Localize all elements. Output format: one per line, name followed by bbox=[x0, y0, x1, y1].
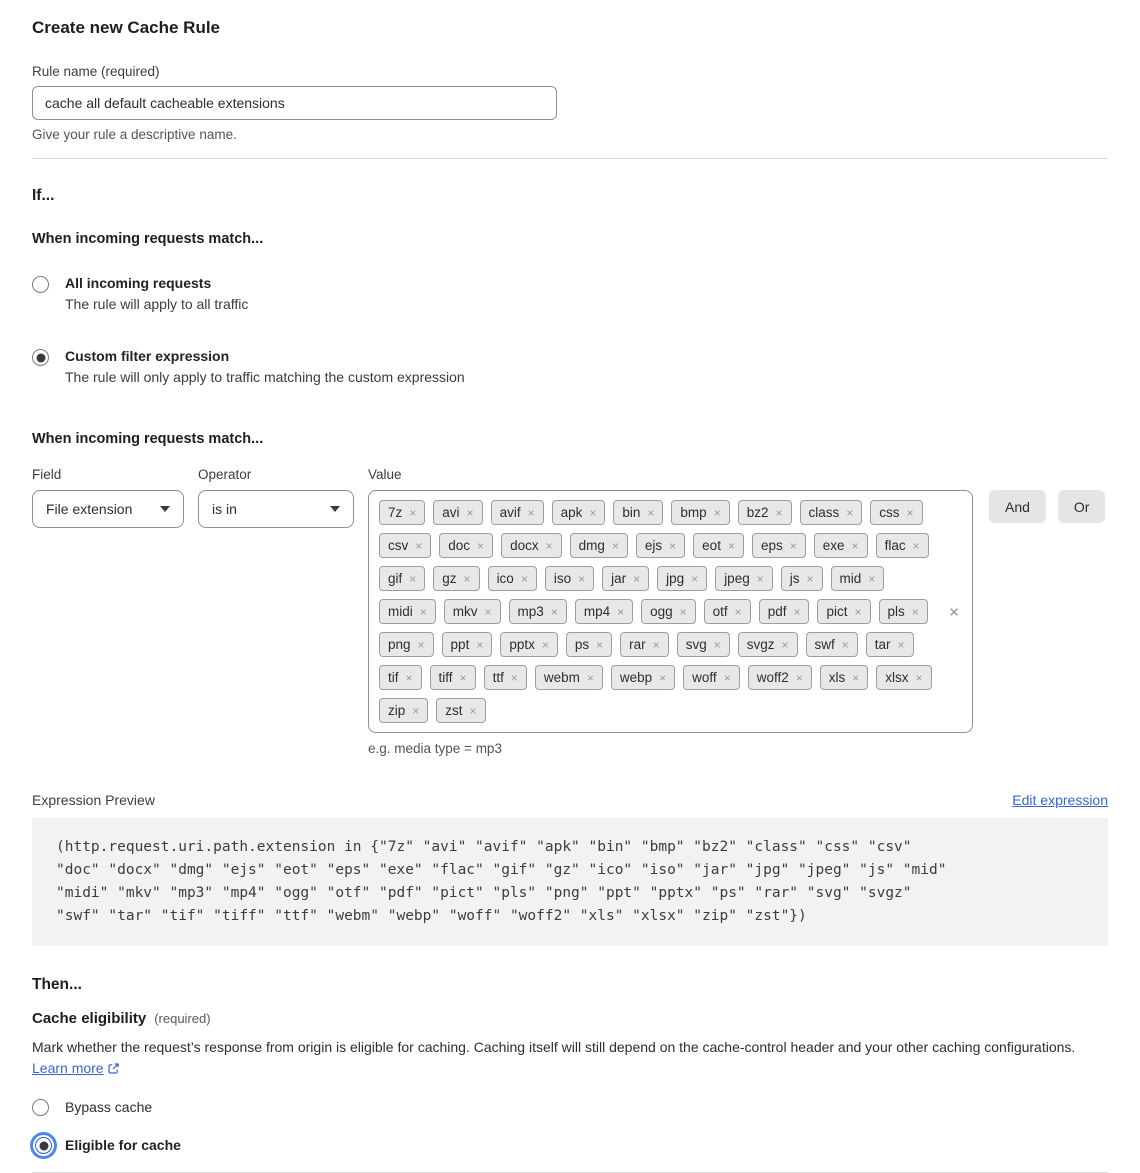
remove-tag-icon[interactable]: × bbox=[897, 637, 905, 652]
remove-tag-icon[interactable]: × bbox=[409, 505, 417, 520]
remove-tag-icon[interactable]: × bbox=[846, 505, 854, 520]
remove-tag-icon[interactable]: × bbox=[647, 505, 655, 520]
value-tag[interactable] bbox=[817, 599, 870, 624]
value-tag[interactable] bbox=[671, 500, 729, 525]
required-note: (required) bbox=[154, 1010, 211, 1026]
value-tag-label: apk bbox=[560, 505, 583, 520]
option-all-incoming-requests[interactable] bbox=[32, 275, 1108, 312]
remove-tag-icon[interactable]: × bbox=[841, 637, 849, 652]
code-line: (http.request.uri.path.extension in {"7z" "avi" "avif" "apk" "bin" "bmp" "bz2" "class" "css" "csv" bbox=[56, 839, 912, 855]
value-tag-label: csv bbox=[388, 538, 409, 553]
and-or-buttons bbox=[989, 490, 1105, 523]
remove-tag-icon[interactable]: × bbox=[713, 637, 721, 652]
then-heading: Then... bbox=[32, 975, 82, 993]
value-tag-label: midi bbox=[388, 604, 413, 619]
value-tag[interactable] bbox=[876, 533, 929, 558]
remove-tag-icon[interactable]: × bbox=[545, 538, 553, 553]
value-tag-label: png bbox=[388, 637, 411, 652]
builder-heading: When incoming requests match... bbox=[32, 431, 264, 447]
code-line: "swf" "tar" "tif" "tiff" "ttf" "webm" "webp" "woff" "woff2" "xls" "xlsx" "zip" "zst"}) bbox=[56, 907, 807, 924]
value-tag[interactable] bbox=[570, 533, 628, 558]
value-tag[interactable] bbox=[501, 533, 562, 558]
edit-expression-link[interactable]: Edit expression bbox=[1012, 792, 1108, 808]
remove-tag-icon[interactable]: × bbox=[550, 604, 558, 619]
value-tag-label: webm bbox=[543, 670, 580, 685]
value-tag[interactable] bbox=[602, 566, 649, 591]
value-tag[interactable] bbox=[545, 566, 594, 591]
remove-tag-icon[interactable]: × bbox=[477, 538, 485, 553]
value-tag-list bbox=[379, 500, 939, 723]
remove-tag-icon[interactable]: × bbox=[459, 670, 467, 685]
code-line: "doc" "docx" "dmg" "ejs" "eot" "eps" "exe" "flac" "gif" "gz" "ico" "iso" "jar" "jpg" "jpeg" "js" "mid" bbox=[56, 861, 947, 878]
chevron-down-icon bbox=[160, 506, 170, 512]
value-tag[interactable] bbox=[379, 500, 425, 525]
value-tag[interactable] bbox=[444, 599, 501, 624]
value-tag[interactable] bbox=[693, 533, 744, 558]
chevron-down-icon bbox=[330, 506, 340, 512]
value-tag[interactable] bbox=[759, 599, 810, 624]
remove-tag-icon[interactable]: × bbox=[775, 505, 783, 520]
value-tag-label: pict bbox=[826, 604, 848, 619]
remove-tag-icon[interactable]: × bbox=[476, 637, 484, 652]
value-tag-label: doc bbox=[448, 538, 471, 553]
value-tag[interactable] bbox=[752, 533, 806, 558]
clear-all-icon[interactable]: × bbox=[949, 602, 959, 621]
radio-button-selected[interactable] bbox=[32, 349, 49, 366]
or-button[interactable]: Or bbox=[1058, 490, 1106, 523]
value-tag[interactable] bbox=[620, 632, 669, 657]
value-tag-label: mp3 bbox=[517, 604, 544, 619]
value-tag-label: bz2 bbox=[746, 505, 769, 520]
value-tag[interactable] bbox=[636, 533, 685, 558]
value-tag-label: avi bbox=[442, 505, 460, 520]
value-tag-label: class bbox=[808, 505, 840, 520]
cache-eligibility-header bbox=[32, 1010, 1108, 1027]
value-tag[interactable] bbox=[738, 632, 798, 657]
value-tag[interactable] bbox=[800, 500, 863, 525]
value-tag-label: zst bbox=[445, 703, 463, 718]
remove-tag-icon[interactable]: × bbox=[734, 604, 742, 619]
value-tag-label: eps bbox=[760, 538, 783, 553]
remove-tag-icon[interactable]: × bbox=[405, 670, 413, 685]
remove-tag-icon[interactable]: × bbox=[781, 637, 789, 652]
value-tag[interactable] bbox=[748, 665, 812, 690]
field-select-value: File extension bbox=[46, 501, 133, 517]
value-tag[interactable] bbox=[436, 698, 485, 723]
operator-select[interactable] bbox=[198, 490, 354, 528]
remove-tag-icon[interactable]: × bbox=[795, 670, 803, 685]
remove-tag-icon[interactable]: × bbox=[806, 571, 814, 586]
remove-tag-icon[interactable]: × bbox=[679, 604, 687, 619]
remove-tag-icon[interactable]: × bbox=[756, 571, 764, 586]
value-tag-label: bmp bbox=[680, 505, 707, 520]
value-tag[interactable] bbox=[715, 566, 773, 591]
value-tag[interactable] bbox=[442, 632, 493, 657]
remove-tag-icon[interactable]: × bbox=[589, 505, 597, 520]
radio-option-description: The rule will apply to all traffic bbox=[65, 296, 249, 312]
option-custom-filter-expression[interactable] bbox=[32, 348, 1108, 385]
value-tag-label: gif bbox=[388, 571, 403, 586]
value-tag[interactable] bbox=[379, 533, 431, 558]
page-title: Create new Cache Rule bbox=[32, 18, 221, 37]
value-tag-label: pptx bbox=[509, 637, 535, 652]
remove-tag-icon[interactable]: × bbox=[906, 505, 914, 520]
value-tag-label: zip bbox=[388, 703, 406, 718]
code-line: "midi" "mkv" "mp3" "mp4" "ogg" "otf" "pdf" "pict" "pls" "png" "ppt" "pptx" "ps" "rar" "svg" "svgz" bbox=[56, 884, 912, 901]
value-tag-label: gz bbox=[442, 571, 457, 586]
remove-tag-icon[interactable]: × bbox=[409, 571, 417, 586]
value-tag[interactable] bbox=[433, 566, 479, 591]
value-tag-label: otf bbox=[712, 604, 728, 619]
value-tag-label: exe bbox=[822, 538, 845, 553]
value-tag-label: tif bbox=[388, 670, 399, 685]
value-tag[interactable] bbox=[379, 599, 436, 624]
value-tag[interactable] bbox=[566, 632, 612, 657]
value-tag-label: bin bbox=[622, 505, 641, 520]
value-tag-label: dmg bbox=[578, 538, 605, 553]
value-tag-label: ejs bbox=[644, 538, 663, 553]
operator-select-value: is in bbox=[212, 501, 237, 517]
remove-tag-icon[interactable]: × bbox=[915, 670, 923, 685]
value-tag-label: tiff bbox=[438, 670, 453, 685]
radio-option-label: Bypass cache bbox=[65, 1099, 153, 1115]
value-hint: e.g. media type = mp3 bbox=[368, 741, 502, 756]
if-heading: If... bbox=[32, 187, 55, 204]
value-tag[interactable] bbox=[641, 599, 696, 624]
operator-label: Operator bbox=[198, 467, 252, 482]
value-tag[interactable] bbox=[379, 665, 422, 690]
remove-tag-icon[interactable]: × bbox=[652, 637, 660, 652]
remove-tag-icon[interactable]: × bbox=[527, 505, 535, 520]
value-tag[interactable] bbox=[814, 533, 868, 558]
value-tag[interactable] bbox=[430, 665, 476, 690]
radio-option-label: Eligible for cache bbox=[65, 1137, 181, 1153]
value-tag-label: webp bbox=[619, 670, 653, 685]
value-tag-label: svgz bbox=[746, 637, 775, 652]
operator-column bbox=[198, 467, 354, 528]
remove-tag-icon[interactable]: × bbox=[854, 604, 862, 619]
value-tag-label: ppt bbox=[450, 637, 470, 652]
remove-tag-icon[interactable]: × bbox=[789, 538, 797, 553]
remove-tag-icon[interactable]: × bbox=[466, 505, 474, 520]
value-tag-label: swf bbox=[814, 637, 835, 652]
cache-eligibility-description bbox=[32, 1037, 1108, 1082]
value-tag-label: woff2 bbox=[756, 670, 789, 685]
value-tag[interactable] bbox=[535, 665, 603, 690]
rule-name-label: Rule name (required) bbox=[32, 64, 160, 79]
value-tag[interactable] bbox=[879, 599, 928, 624]
remove-tag-icon[interactable]: × bbox=[469, 703, 477, 718]
value-tag-label: woff bbox=[692, 670, 717, 685]
radio-option-label: All incoming requests bbox=[65, 275, 212, 291]
value-tag[interactable] bbox=[552, 500, 606, 525]
remove-tag-icon[interactable]: × bbox=[793, 604, 801, 619]
value-tag[interactable] bbox=[509, 599, 567, 624]
and-button[interactable]: And bbox=[989, 490, 1046, 523]
value-tag-label: mkv bbox=[452, 604, 478, 619]
value-tag-label: mp4 bbox=[583, 604, 611, 619]
section-divider bbox=[32, 158, 1108, 159]
expression-preview-label: Expression Preview bbox=[32, 792, 155, 808]
radio-option-description: The rule will only apply to traffic matching the custom expression bbox=[65, 369, 465, 385]
value-tag-label: ogg bbox=[650, 604, 673, 619]
value-tag[interactable] bbox=[781, 566, 823, 591]
remove-tag-icon[interactable]: × bbox=[727, 538, 735, 553]
value-tag[interactable] bbox=[575, 599, 633, 624]
rule-name-input[interactable] bbox=[32, 86, 557, 120]
cache-eligibility-label: Cache eligibility bbox=[32, 1009, 147, 1027]
value-tag[interactable] bbox=[439, 533, 493, 558]
value-tag[interactable] bbox=[677, 632, 730, 657]
match-subheading: When incoming requests match... bbox=[32, 231, 264, 247]
remove-tag-icon[interactable]: × bbox=[578, 571, 586, 586]
value-tag[interactable] bbox=[831, 566, 885, 591]
value-tag-label: pdf bbox=[767, 604, 787, 619]
value-tag-label: iso bbox=[553, 571, 572, 586]
value-tag[interactable] bbox=[611, 665, 675, 690]
radio-button[interactable] bbox=[32, 1099, 49, 1116]
external-link-icon bbox=[107, 1060, 120, 1082]
learn-more-link[interactable]: Learn more bbox=[32, 1060, 104, 1077]
value-tag[interactable] bbox=[876, 665, 931, 690]
value-tag-label: css bbox=[879, 505, 900, 520]
value-tag-label: eot bbox=[702, 538, 721, 553]
value-column bbox=[368, 467, 973, 756]
value-tag-label: pls bbox=[887, 604, 905, 619]
value-multiselect[interactable] bbox=[368, 490, 973, 733]
value-tag[interactable] bbox=[379, 632, 434, 657]
value-tag[interactable] bbox=[806, 632, 858, 657]
value-tag-label: ico bbox=[496, 571, 514, 586]
option-eligible-for-cache[interactable] bbox=[32, 1136, 1108, 1154]
value-tag[interactable] bbox=[500, 632, 558, 657]
remove-tag-icon[interactable]: × bbox=[659, 670, 667, 685]
value-tag-label: svg bbox=[685, 637, 707, 652]
value-tag[interactable] bbox=[866, 632, 914, 657]
value-tag-label: tar bbox=[874, 637, 891, 652]
value-tag[interactable] bbox=[491, 500, 544, 525]
value-tag-label: js bbox=[789, 571, 800, 586]
remove-tag-icon[interactable]: × bbox=[851, 538, 859, 553]
radio-button[interactable] bbox=[32, 276, 49, 293]
value-tag[interactable] bbox=[820, 665, 869, 690]
value-tag[interactable] bbox=[433, 500, 482, 525]
value-tag-label: mid bbox=[839, 571, 862, 586]
expression-builder-row bbox=[32, 467, 1108, 756]
rule-name-help: Give your rule a descriptive name. bbox=[32, 127, 237, 142]
value-tag[interactable] bbox=[379, 698, 428, 723]
remove-tag-icon[interactable]: × bbox=[586, 670, 594, 685]
remove-tag-icon[interactable]: × bbox=[912, 538, 920, 553]
value-tag[interactable] bbox=[704, 599, 751, 624]
radio-option-label: Custom filter expression bbox=[65, 348, 230, 364]
value-tag-label: docx bbox=[510, 538, 539, 553]
remove-tag-icon[interactable]: × bbox=[691, 571, 699, 586]
value-tag[interactable] bbox=[683, 665, 740, 690]
remove-tag-icon[interactable]: × bbox=[596, 637, 604, 652]
field-select[interactable] bbox=[32, 490, 184, 528]
radio-button-selected[interactable] bbox=[35, 1137, 52, 1154]
value-tag[interactable] bbox=[488, 566, 537, 591]
remove-tag-icon[interactable]: × bbox=[852, 670, 860, 685]
value-label: Value bbox=[368, 467, 402, 482]
remove-tag-icon[interactable]: × bbox=[617, 604, 625, 619]
description-text: Mark whether the request’s response from origin is eligible for caching. Caching itself will still depend on the cache-control header and your other caching configurations. bbox=[32, 1038, 1076, 1055]
value-tag-label: jpeg bbox=[724, 571, 750, 586]
remove-tag-icon[interactable]: × bbox=[419, 604, 427, 619]
value-tag-label: xlsx bbox=[885, 670, 909, 685]
value-tag[interactable] bbox=[738, 500, 792, 525]
remove-tag-icon[interactable]: × bbox=[463, 571, 471, 586]
value-tag-label: rar bbox=[629, 637, 646, 652]
value-tag-label: jar bbox=[611, 571, 627, 586]
remove-tag-icon[interactable]: × bbox=[417, 637, 425, 652]
value-tag-label: ttf bbox=[492, 670, 504, 685]
field-column bbox=[32, 467, 184, 528]
remove-tag-icon[interactable]: × bbox=[484, 604, 492, 619]
remove-tag-icon[interactable]: × bbox=[611, 538, 619, 553]
option-bypass-cache[interactable] bbox=[32, 1098, 1108, 1116]
value-tag-label: 7z bbox=[388, 505, 403, 520]
value-tag[interactable] bbox=[870, 500, 922, 525]
remove-tag-icon[interactable]: × bbox=[541, 637, 549, 652]
value-tag[interactable] bbox=[613, 500, 663, 525]
value-tag[interactable] bbox=[379, 566, 425, 591]
remove-tag-icon[interactable]: × bbox=[723, 670, 731, 685]
value-tag[interactable] bbox=[657, 566, 707, 591]
value-tag-label: ps bbox=[574, 637, 590, 652]
remove-tag-icon[interactable]: × bbox=[633, 571, 641, 586]
remove-tag-icon[interactable]: × bbox=[412, 703, 420, 718]
remove-tag-icon[interactable]: × bbox=[713, 505, 721, 520]
field-label: Field bbox=[32, 467, 62, 482]
value-tag-label: xls bbox=[828, 670, 846, 685]
expression-preview-code bbox=[32, 818, 1108, 946]
value-tag-label: flac bbox=[884, 538, 906, 553]
remove-tag-icon[interactable]: × bbox=[911, 604, 919, 619]
remove-tag-icon[interactable]: × bbox=[669, 538, 677, 553]
value-tag-label: jpg bbox=[666, 571, 685, 586]
expression-preview-header bbox=[32, 792, 1108, 808]
remove-tag-icon[interactable]: × bbox=[868, 571, 876, 586]
value-tag-label: avif bbox=[499, 505, 521, 520]
remove-tag-icon[interactable]: × bbox=[520, 571, 528, 586]
remove-tag-icon[interactable]: × bbox=[510, 670, 518, 685]
remove-tag-icon[interactable]: × bbox=[415, 538, 423, 553]
value-tag[interactable] bbox=[484, 665, 527, 690]
